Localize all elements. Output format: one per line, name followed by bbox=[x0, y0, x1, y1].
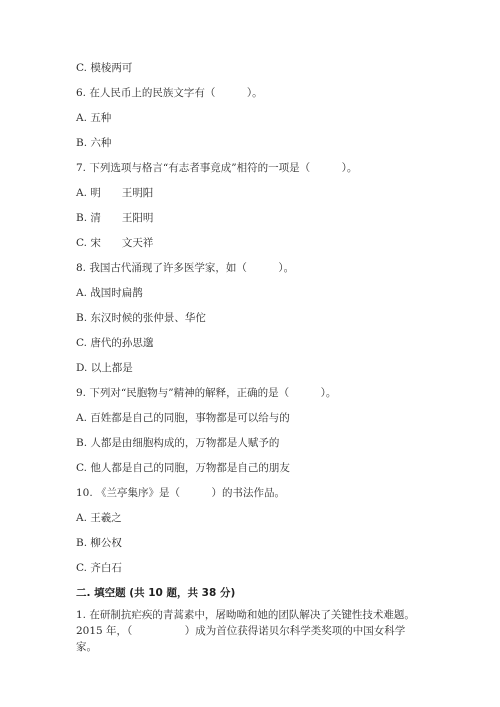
option-b-q6: B. 六种 bbox=[76, 137, 112, 149]
fill-question-1: 1. 在研制抗疟疾的青蒿素中，屠呦呦和她的团队解决了关键性技术难题。2015 年，（ ）成为首位获得诺贝尔科学类奖项的中国女科学家。 bbox=[76, 609, 415, 653]
option-a-q6: A. 五种 bbox=[76, 112, 112, 124]
option-d-q8: D. 以上都是 bbox=[76, 362, 133, 374]
section-heading-fill-in: 二. 填空题 (共 10 题，共 38 分) bbox=[76, 587, 236, 599]
option-a-q9: A. 百姓都是自己的同胞，事物都是可以给与的 bbox=[76, 412, 290, 424]
option-a-q8: A. 战国时扁鹊 bbox=[76, 287, 143, 299]
option-b-q10: B. 柳公权 bbox=[76, 537, 122, 549]
question-9: 9. 下列对“民胞物与”精神的解释，正确的是（ ）。 bbox=[76, 387, 337, 399]
question-6: 6. 在人民币上的民族文字有（ ）。 bbox=[76, 87, 263, 99]
option-c-q7: C. 宋 文天祥 bbox=[76, 237, 154, 249]
option-c-q10: C. 齐白石 bbox=[76, 562, 122, 574]
option-b-q9: B. 人都是由细胞构成的，万物都是人赋予的 bbox=[76, 437, 280, 449]
option-b-q7: B. 清 王阳明 bbox=[76, 212, 154, 224]
question-10: 10. 《兰亭集序》是（ ）的书法作品。 bbox=[76, 487, 286, 499]
option-c-q5: C. 模棱两可 bbox=[76, 62, 133, 74]
option-c-q9: C. 他人都是自己的同胞，万物都是自己的朋友 bbox=[76, 462, 290, 474]
option-c-q8: C. 唐代的孙思邈 bbox=[76, 337, 154, 349]
question-8: 8. 我国古代涌现了许多医学家，如（ ）。 bbox=[76, 262, 295, 274]
question-7: 7. 下列选项与格言“有志者事竟成”相符的一项是（ ）。 bbox=[76, 162, 358, 174]
option-a-q7: A. 明 王明阳 bbox=[76, 187, 154, 199]
option-b-q8: B. 东汉时候的张仲景、华佗 bbox=[76, 312, 206, 324]
option-a-q10: A. 王羲之 bbox=[76, 512, 122, 524]
